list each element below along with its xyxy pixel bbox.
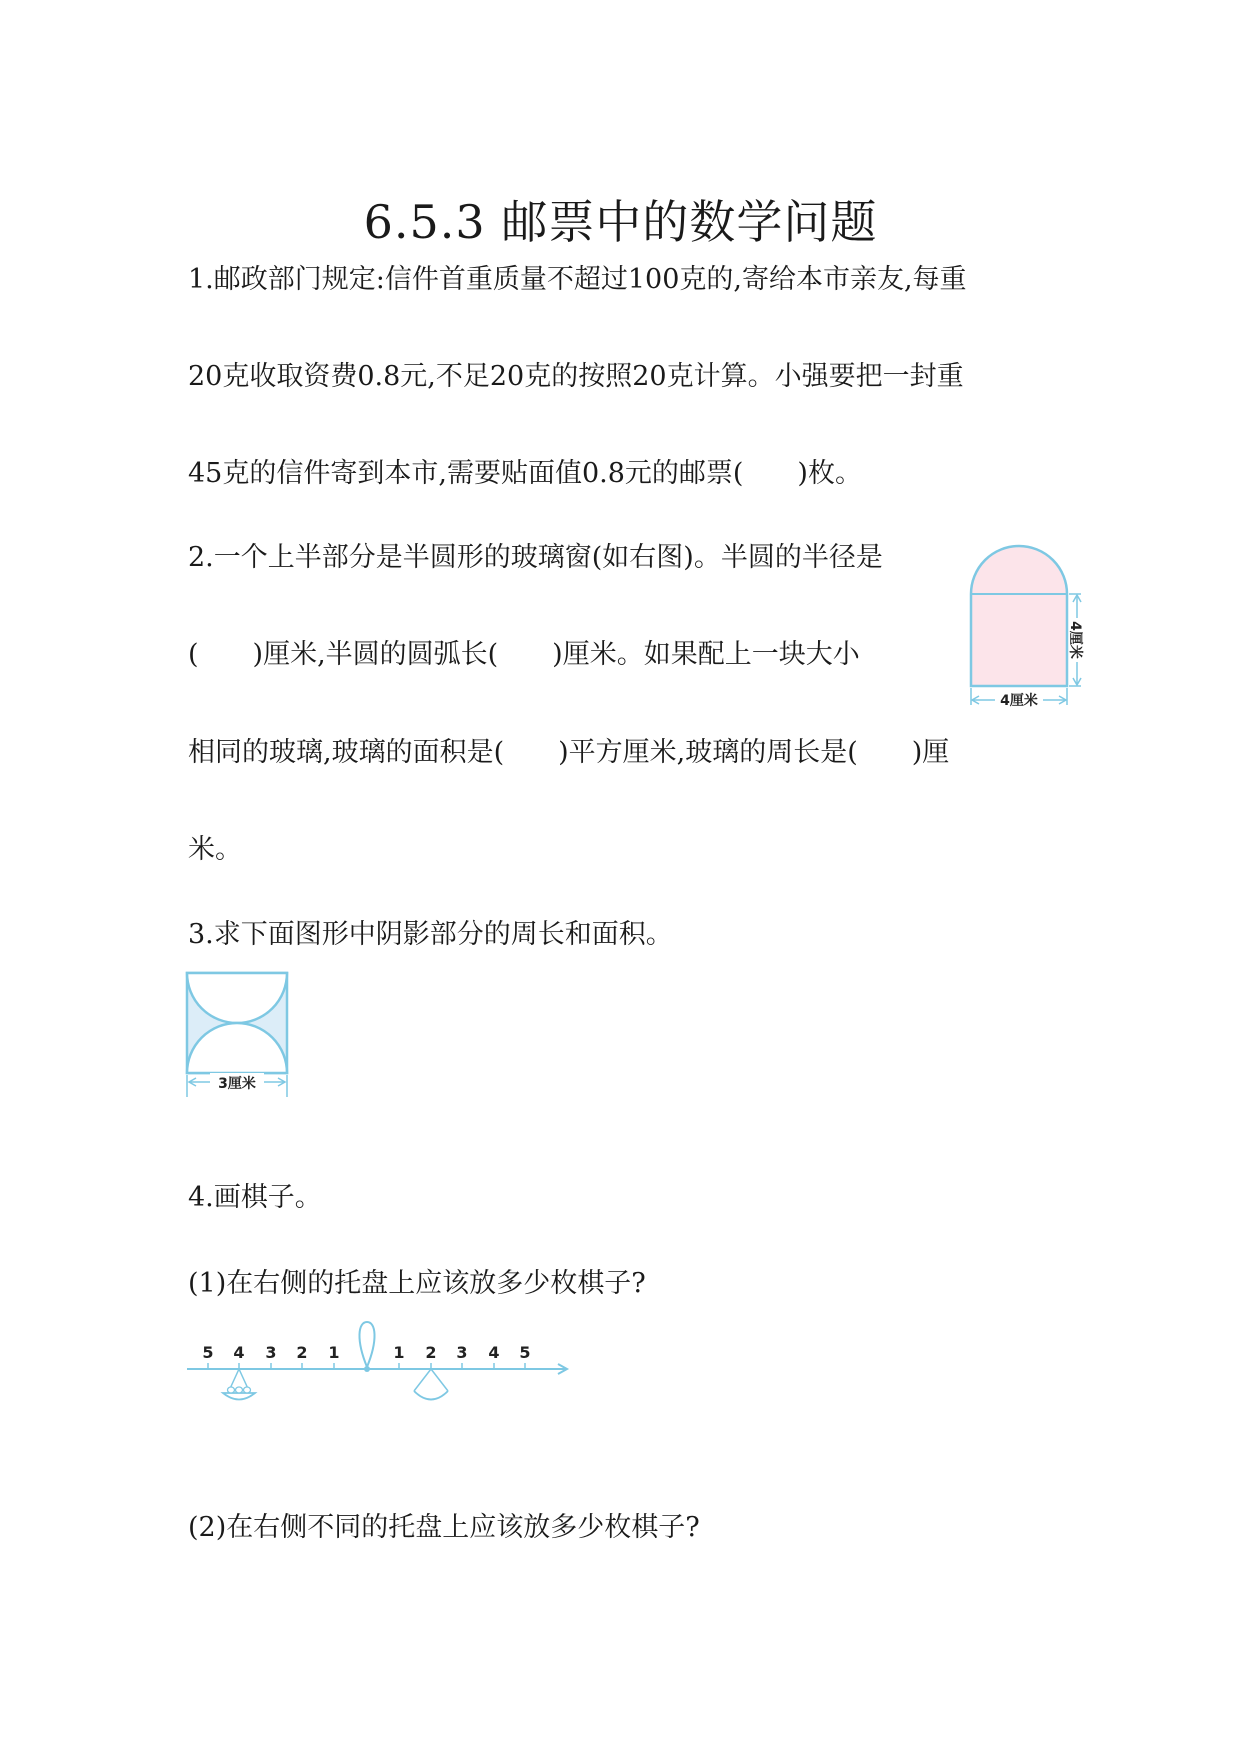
right-number-1: 1	[393, 1343, 405, 1362]
right-number-3: 3	[456, 1343, 468, 1362]
q2-line2: ( )厘米,半圆的圆弧长( )厘米。如果配上一块大小	[188, 639, 860, 670]
left-number-4: 4	[233, 1343, 245, 1362]
right-tray	[414, 1391, 448, 1400]
right-number-4: 4	[488, 1343, 500, 1362]
height-label: 4厘米	[1067, 621, 1083, 659]
shaded-square-figure	[184, 970, 294, 1102]
q4-sub1: (1)在右侧的托盘上应该放多少枚棋子?	[188, 1268, 646, 1299]
left-number-1: 1	[328, 1343, 340, 1362]
chess-pieces-icon	[228, 1387, 251, 1393]
q2-line1: 2.一个上半部分是半圆形的玻璃窗(如右图)。半圆的半径是	[188, 542, 883, 573]
fulcrum-pointer	[359, 1322, 374, 1367]
width-label: 4厘米	[1000, 693, 1038, 709]
left-number-2: 2	[296, 1343, 308, 1362]
page-title: 6.5.3 邮票中的数学问题	[363, 195, 878, 249]
pivot-icon	[364, 1366, 370, 1372]
left-number-3: 3	[265, 1343, 277, 1362]
window-figure	[965, 540, 1090, 715]
square-width-label: 3厘米	[218, 1076, 256, 1092]
window-shape	[971, 546, 1067, 686]
right-number-2: 2	[425, 1343, 437, 1362]
q1-line1: 1.邮政部门规定:信件首重质量不超过100克的,寄给本市亲友,每重	[188, 264, 967, 295]
q2-line3: 相同的玻璃,玻璃的面积是( )平方厘米,玻璃的周长是( )厘	[188, 737, 950, 768]
q4-text: 4.画棋子。	[188, 1182, 322, 1213]
q3-text: 3.求下面图形中阴影部分的周长和面积。	[188, 919, 673, 950]
q1-line3: 45克的信件寄到本市,需要贴面值0.8元的邮票( )枚。	[188, 458, 862, 489]
q2-line4: 米。	[188, 834, 242, 865]
balance-figure	[184, 1320, 574, 1410]
q4-sub2: (2)在右侧不同的托盘上应该放多少枚棋子?	[188, 1512, 700, 1543]
left-number-5: 5	[202, 1343, 214, 1362]
q1-line2: 20克收取资费0.8元,不足20克的按照20克计算。小强要把一封重	[188, 361, 964, 392]
right-number-5: 5	[519, 1343, 531, 1362]
left-tray	[223, 1393, 255, 1400]
